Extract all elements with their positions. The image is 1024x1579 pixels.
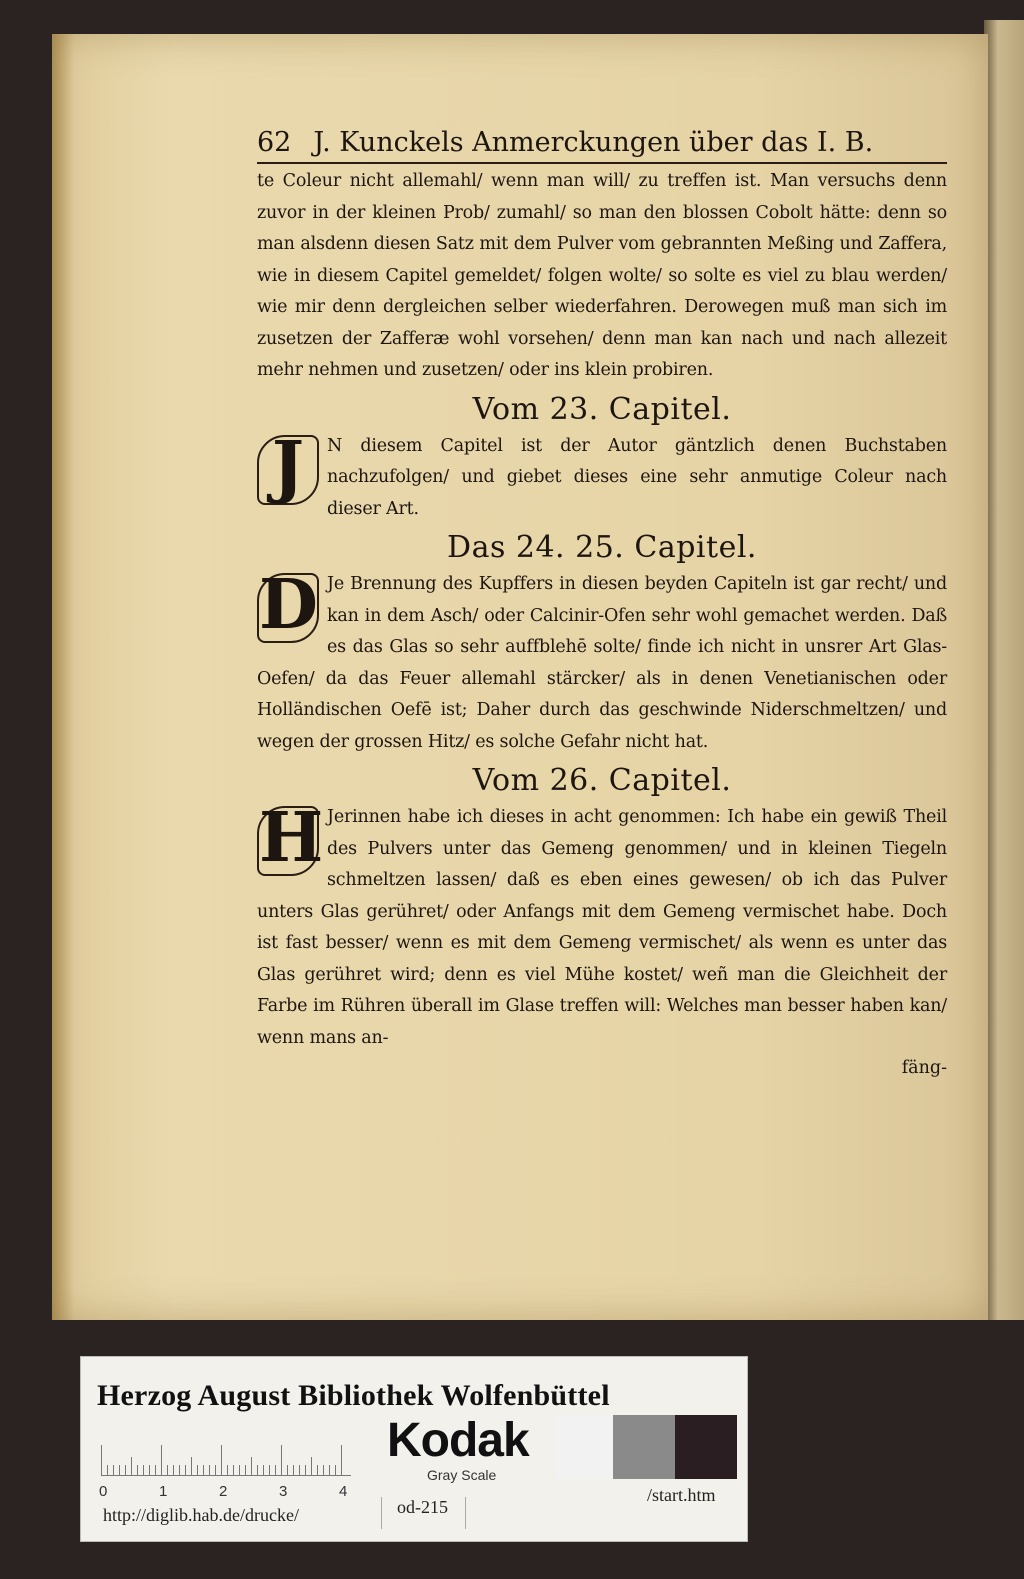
catchword: fäng- bbox=[901, 1058, 947, 1078]
initial-letter-d: D bbox=[259, 565, 318, 645]
heading-chapter-23: Vom 23. Capitel. bbox=[472, 391, 732, 427]
shelfmark: od-215 bbox=[397, 1497, 448, 1517]
page-text-block bbox=[257, 126, 947, 1082]
kodak-logo: Kodak bbox=[387, 1414, 529, 1467]
page-number: 62 bbox=[257, 127, 292, 158]
paragraph-1: te Coleur nicht allemahl/ wenn man will/ zu treffen ist. Man versuchs denn zuvor in der kleinen Prob/ zumahl/ so man den blossen Cobolt hätte: denn so man alsdenn diesen Satz mit dem Pulver vom gebrannten Meßing und Zaffera, wie in diesem Capitel gemeldet/ folgen wolte/ so solte es viel zu blau werden/ wie mir denn dergleichen selber wiederfahren. Derowegen muß man sich im zusetzen der Zafferæ wohl vorsehen/ denn man kan nach und nach allezeit mehr nehmen und zusetzen/ oder ins klein probiren. bbox=[257, 171, 947, 380]
color-target-card bbox=[80, 1356, 748, 1542]
ruler-number: 2 bbox=[219, 1483, 228, 1500]
section-23 bbox=[257, 426, 947, 526]
ruler-number: 4 bbox=[339, 1483, 348, 1500]
library-name: Herzog August Bibliothek Wolfenbüttel bbox=[97, 1379, 610, 1412]
gray-swatch-light bbox=[557, 1415, 613, 1479]
gray-swatch-mid bbox=[613, 1415, 675, 1479]
url-left: http://diglib.hab.de/drucke/ bbox=[103, 1505, 299, 1525]
running-title: J. Kunckels Anmerckungen über das I. B. bbox=[313, 127, 874, 158]
ruler-number: 3 bbox=[279, 1483, 288, 1500]
heading-chapter-26: Vom 26. Capitel. bbox=[472, 763, 732, 798]
paragraph-4: Jerinnen habe ich dieses in acht genommen: Ich habe ein gewiß Theil des Pulvers unter das Gemeng genommen/ und in kleinen Tiegeln schmeltzen lassen/ daß es eben eines gewesen/ ob ich das Pulver unters Glas gerühret/ oder Anfangs mit dem Gemeng vermischet habe. Doch ist fast besser/ wenn es mit dem Gemeng vermischet/ als wenn es unter das Glas gerühret wird; denn es viel Mühe kostet/ weñ man die Gleichheit der Farbe im Rühren überall im Glase treffen will: Welches man besser haben kan/ wenn mans an- bbox=[257, 807, 947, 1048]
initial-letter-j: J bbox=[257, 435, 319, 505]
running-head bbox=[257, 126, 947, 164]
section-26 bbox=[257, 798, 947, 1054]
gray-swatch-dark bbox=[675, 1415, 737, 1479]
paragraph-3: Je Brennung des Kupffers in diesen beyden Capiteln ist gar recht/ und kan in dem Asch/ oder Calcinir-Ofen sehr wohl gemachet werden. Daß es das Glas so sehr auffblehē solte/ finde ich nicht in unsrer Art Glas-Oefen/ da das Feuer allemahl stärcker/ als in denen Venetianischen oder Holländischen Oefē ist; Daher durch das geschwinde Niderschmeltzen/ und wegen der grossen Hitz/ es solche Gefahr nicht hat. bbox=[257, 574, 947, 752]
paragraph-2: N diesem Capitel ist der Autor gäntzlich denen Buchstaben nachzufolgen/ und giebet dieses eine sehr anmutige Coleur nach dieser Art. bbox=[327, 435, 947, 519]
initial-letter-h: H bbox=[259, 798, 324, 878]
ruler-number: 1 bbox=[159, 1483, 168, 1500]
section-24-25 bbox=[257, 565, 947, 758]
book-page bbox=[52, 34, 988, 1320]
separator bbox=[465, 1497, 466, 1529]
measurement-ruler bbox=[101, 1439, 351, 1476]
url-right: /start.htm bbox=[647, 1485, 716, 1505]
facing-page-edge bbox=[984, 20, 1024, 1320]
gray-scale-label: Gray Scale bbox=[427, 1467, 497, 1483]
separator bbox=[381, 1497, 382, 1529]
ruler-number: 0 bbox=[99, 1483, 108, 1500]
heading-chapter-24-25: Das 24. 25. Capitel. bbox=[447, 530, 757, 565]
